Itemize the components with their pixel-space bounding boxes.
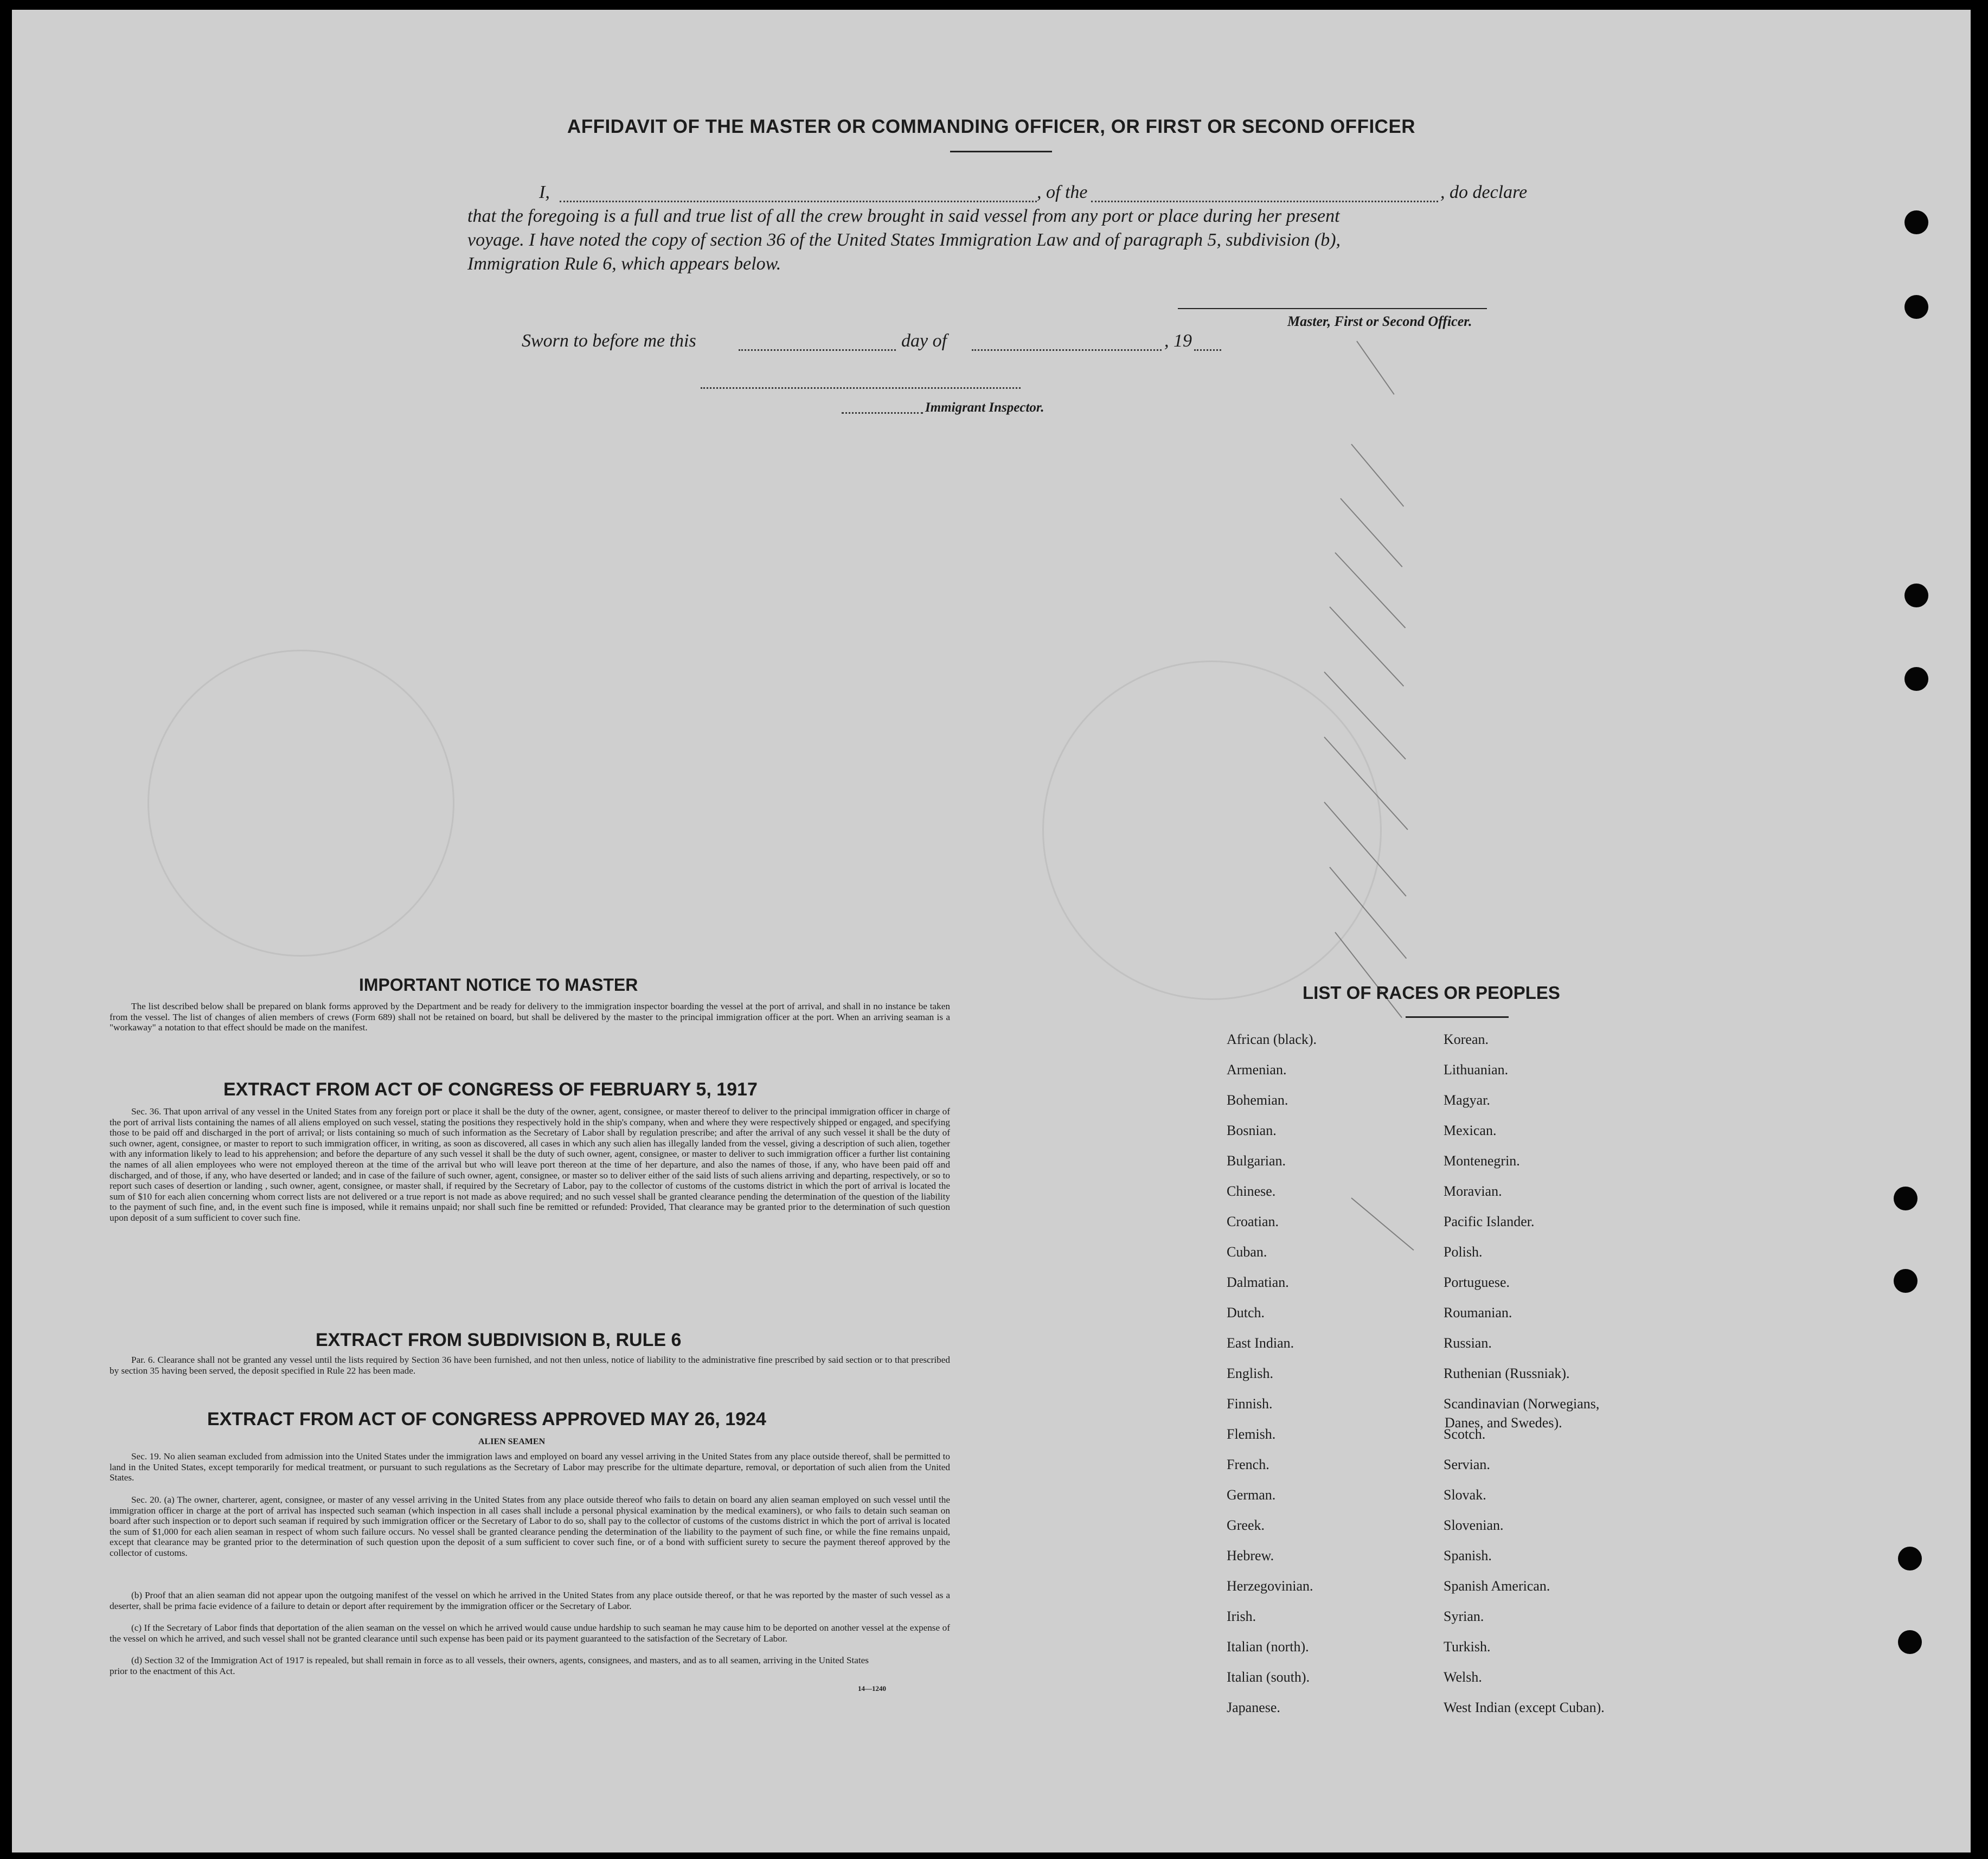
race-left-item: Italian (north). bbox=[1227, 1639, 1309, 1655]
extract-1917-text: Sec. 36. That upon arrival of any vessel in the United States from any foreign port or place it shall be the duty of the owner, agent, consignee, or master thereof to deliver to the principal immigration officer in charge of the port of arrival lists containing the names of all aliens employed on such vessel, stating the positions they respectively hold in the ship's company, when and where they were respectively shipped or engaged, and specifying those to be paid off and discharged in the port of arrival; or lists containing so much of such information as the Secretary of Labor shall by regulation prescribe; and after the arrival of any such vessel it shall be the duty of such owner, agent, consignee, or master to report to such immigration officer, in writing, as soon as discovered, all cases in which any such alien has illegally landed from the vessel, giving a description of such alien, together with any information likely to lead to his apprehension; and before the departure of any such vessel it shall be the duty of such owner, agent, consignee, or master to deliver to such immigration officer a further list containing the names of all alien employees who were not employed thereon at the time of the arrival but who will leave port thereon at the time of her departure, and also the names of those, if any, who have been paid off and discharged, and of those, if any, who have deserted or landed; and in case of the failure of such owner, agent, consignee, or master so to deliver either of the said lists of such aliens arriving and departing, respectively, or so to report such cases of desertion or landing , such owner, agent, consignee, or master shall, if required by the Secretary of Labor, pay to the collector of customs of the customs district in which the port of arrival is located the sum of $10 for each alien concerning whom correct lists are not delivered or a true report is not made as above required; and no such vessel shall be granted clearance pending the determination of the question of the liability to the payment of such fine, and, in the event such fine is imposed, while it remains unpaid; nor shall such fine be remitted or refunded: Provided, That clearance may be granted prior to the determination of such question upon deposit of a sum sufficient to cover such fine. bbox=[110, 1106, 950, 1223]
sec20a-text: Sec. 20. (a) The owner, charterer, agent, consignee, or master of any vessel arriving in the United States from any place outside thereof who fails to detain on board any alien seaman employed on such vessel until the immigration officer in charge at the port of arrival has inspected such seaman (which inspection in all cases shall include a personal physical examination by the medical examiners), or who fails to detain such seaman on board after such inspection or to deport such seaman if required by such immigration officer or the Secretary of Labor to do so, shall pay to the collector of customs of the customs district in which the port of arrival is located the sum of $1,000 for each alien seaman in respect of whom such failure occurs. No vessel shall be granted clearance pending the determination of the liability to the payment of such fine, or while the fine remains unpaid, except that clearance may be granted prior to the determination of such question upon the deposit of a sum sufficient to cover such fine, or of a bond with sufficient surety to secure the payment thereof approved by the collector of customs. bbox=[110, 1495, 950, 1558]
bleed-streak bbox=[1351, 1197, 1414, 1251]
race-left-item: Dutch. bbox=[1227, 1305, 1265, 1320]
seal-watermark-left bbox=[148, 650, 454, 957]
binder-hole bbox=[1898, 1547, 1922, 1570]
race-scandinavian-cont: Danes, and Swedes). bbox=[1445, 1415, 1562, 1431]
race-right-item: Russian. bbox=[1444, 1335, 1492, 1351]
race-left-item: Croatian. bbox=[1227, 1214, 1279, 1229]
binder-hole bbox=[1904, 210, 1928, 234]
binder-hole bbox=[1898, 1630, 1922, 1654]
inspector-lead-dots bbox=[842, 412, 923, 414]
race-left-item: Greek. bbox=[1227, 1517, 1265, 1533]
race-right-item: Polish. bbox=[1444, 1244, 1483, 1260]
race-right-item: Scandinavian (Norwegians, bbox=[1444, 1396, 1600, 1412]
inspector-label: Immigrant Inspector. bbox=[925, 400, 1044, 415]
sworn-text: Sworn to before me this bbox=[522, 331, 696, 351]
affidavit-i: I, bbox=[539, 182, 550, 202]
race-right-item: Slovak. bbox=[1444, 1487, 1486, 1503]
extract-1924-title: EXTRACT FROM ACT OF CONGRESS APPROVED MAY 26, 1924 bbox=[207, 1409, 766, 1429]
sworn-day-field[interactable] bbox=[739, 349, 896, 351]
race-right-item: Portuguese. bbox=[1444, 1274, 1510, 1290]
race-left-item: Flemish. bbox=[1227, 1426, 1276, 1442]
race-right-item: Korean. bbox=[1444, 1031, 1489, 1047]
form-page bbox=[12, 10, 1971, 1852]
sec19-text: Sec. 19. No alien seaman excluded from admission into the United States under the immigration laws and employed on board any vessel arriving in the United States from any place outside thereof, shall be permitted to land in the United States, except temporarily for medical treatment, or pursuant to such regulations as the Secretary of Labor may prescribe for the ultimate departure, removal, or deportation of such alien from the United States. bbox=[110, 1451, 950, 1483]
extract-rule6-text: Par. 6. Clearance shall not be granted any vessel until the lists required by Section 36 have been furnished, and not then unless, notice of liability to the administrative fine prescribed by said section or to that prescribed by section 35 having been served, the deposit specified in Rule 22 has been made. bbox=[110, 1355, 950, 1376]
sworn-year-field[interactable] bbox=[1194, 349, 1221, 351]
race-left-item: Armenian. bbox=[1227, 1062, 1287, 1078]
race-left-item: Hebrew. bbox=[1227, 1548, 1274, 1563]
extract-1924-subtitle: ALIEN SEAMEN bbox=[478, 1437, 546, 1446]
race-right-item: Moravian. bbox=[1444, 1183, 1502, 1199]
affidavit-title: AFFIDAVIT OF THE MASTER OR COMMANDING OFFICER, OR FIRST OR SECOND OFFICER bbox=[567, 116, 1416, 137]
sworn-month-field[interactable] bbox=[972, 349, 1162, 351]
race-right-item: Lithuanian. bbox=[1444, 1062, 1509, 1078]
affidavit-line-3: voyage. I have noted the copy of section 36 of the United States Immigration Law and of paragraph 5, subdivision (b), bbox=[467, 230, 1341, 250]
race-right-item: Scotch. bbox=[1444, 1426, 1486, 1442]
bleed-streak bbox=[1356, 341, 1394, 394]
race-right-item: Ruthenian (Russniak). bbox=[1444, 1366, 1570, 1381]
race-right-item: Syrian. bbox=[1444, 1608, 1484, 1624]
race-left-item: German. bbox=[1227, 1487, 1276, 1503]
race-right-item: Spanish American. bbox=[1444, 1578, 1550, 1594]
sec20d-text: (d) Section 32 of the Immigration Act of 1917 is repealed, but shall remain in force as to all vessels, their owners, agents, consignees, and masters, and as to all seamen, arriving in the United States prior to the enactment of this Act. bbox=[110, 1655, 869, 1676]
race-left-item: Bosnian. bbox=[1227, 1123, 1277, 1138]
binder-hole bbox=[1904, 584, 1928, 607]
notice-title: IMPORTANT NOTICE TO MASTER bbox=[359, 975, 638, 995]
race-right-item: Montenegrin. bbox=[1444, 1153, 1520, 1169]
race-right-item: Mexican. bbox=[1444, 1123, 1497, 1138]
inspector-signature-field[interactable] bbox=[701, 387, 1021, 389]
form-number: 14—1240 bbox=[858, 1684, 886, 1693]
affidavit-of-the: , of the bbox=[1037, 182, 1088, 202]
race-left-item: Japanese. bbox=[1227, 1700, 1280, 1715]
race-left-item: English. bbox=[1227, 1366, 1273, 1381]
declarant-name-field[interactable] bbox=[560, 201, 1037, 202]
race-left-item: Bulgarian. bbox=[1227, 1153, 1286, 1169]
race-left-item: French. bbox=[1227, 1457, 1269, 1472]
races-title: LIST OF RACES OR PEOPLES bbox=[1303, 983, 1560, 1003]
race-left-item: Chinese. bbox=[1227, 1183, 1276, 1199]
race-left-item: Bohemian. bbox=[1227, 1092, 1288, 1108]
race-left-item: East Indian. bbox=[1227, 1335, 1294, 1351]
race-left-item: Italian (south). bbox=[1227, 1669, 1310, 1685]
race-left-item: Cuban. bbox=[1227, 1244, 1267, 1260]
bleed-streak bbox=[1329, 606, 1404, 687]
race-left-item: Irish. bbox=[1227, 1608, 1256, 1624]
race-left-item: Dalmatian. bbox=[1227, 1274, 1289, 1290]
race-right-item: Servian. bbox=[1444, 1457, 1490, 1472]
race-right-item: West Indian (except Cuban). bbox=[1444, 1700, 1605, 1715]
binder-hole bbox=[1894, 1187, 1918, 1210]
year-text: , 19 bbox=[1164, 331, 1192, 351]
bleed-streak bbox=[1335, 932, 1402, 1018]
race-right-item: Magyar. bbox=[1444, 1092, 1490, 1108]
title-underline bbox=[950, 151, 1052, 152]
race-right-item: Slovenian. bbox=[1444, 1517, 1504, 1533]
notice-text: The list described below shall be prepared on blank forms approved by the Department and be ready for delivery to the immigration inspector boarding the vessel at the port of arrival, and shall in no instance be taken from the vessel. The list of changes of alien members of crews (Form 689) shall not be retained on board, but shall be delivered by the master to the principal immigration officer at the port. When an arriving seaman is a "workaway" a notation to that effect should be made on the manifest. bbox=[110, 1001, 950, 1033]
race-left-item: Herzegovinian. bbox=[1227, 1578, 1313, 1594]
affidavit-declare: , do declare bbox=[1440, 182, 1528, 202]
extract-rule6-title: EXTRACT FROM SUBDIVISION B, RULE 6 bbox=[316, 1330, 682, 1350]
master-signature-label: Master, First or Second Officer. bbox=[1287, 313, 1472, 329]
race-right-item: Welsh. bbox=[1444, 1669, 1482, 1685]
bleed-streak bbox=[1340, 498, 1402, 567]
bleed-streak bbox=[1351, 444, 1404, 507]
affidavit-line-4: Immigration Rule 6, which appears below. bbox=[467, 254, 781, 274]
race-left-item: Finnish. bbox=[1227, 1396, 1273, 1412]
races-title-underline bbox=[1406, 1016, 1509, 1018]
sec20c-text: (c) If the Secretary of Labor finds that deportation of the alien seaman on the vessel on which he arrived would cause undue hardship to such seaman he may cause him to be deported on another vessel at the expense of the vessel on which he arrived, and such vessel shall not be granted clearance until such expense has been paid or its payment guaranteed to the satisfaction of the Secretary of Labor. bbox=[110, 1623, 950, 1644]
race-left-item: African (black). bbox=[1227, 1031, 1317, 1047]
binder-hole bbox=[1894, 1269, 1918, 1293]
seal-watermark-center bbox=[1042, 661, 1382, 1000]
bleed-streak bbox=[1335, 552, 1406, 628]
day-of-text: day of bbox=[901, 331, 947, 351]
binder-hole bbox=[1904, 667, 1928, 691]
vessel-name-field[interactable] bbox=[1091, 201, 1438, 202]
binder-hole bbox=[1904, 295, 1928, 319]
race-right-item: Pacific Islander. bbox=[1444, 1214, 1535, 1229]
race-right-item: Roumanian. bbox=[1444, 1305, 1512, 1320]
race-right-item: Spanish. bbox=[1444, 1548, 1492, 1563]
extract-1917-title: EXTRACT FROM ACT OF CONGRESS OF FEBRUARY 5, 1917 bbox=[223, 1079, 758, 1100]
master-signature-line[interactable] bbox=[1178, 308, 1487, 309]
sec20b-text: (b) Proof that an alien seaman did not appear upon the outgoing manifest of the vessel on which he arrived in the United States from any place outside thereof, or that he was reported by the master of such vessel as a deserter, shall be prima facie evidence of a failure to detain or deport after requirement by the immigration officer or the Secretary of Labor. bbox=[110, 1590, 950, 1611]
affidavit-line-2: that the foregoing is a full and true list of all the crew brought in said vessel from any port or place during her present bbox=[467, 206, 1340, 226]
race-right-item: Turkish. bbox=[1444, 1639, 1491, 1655]
